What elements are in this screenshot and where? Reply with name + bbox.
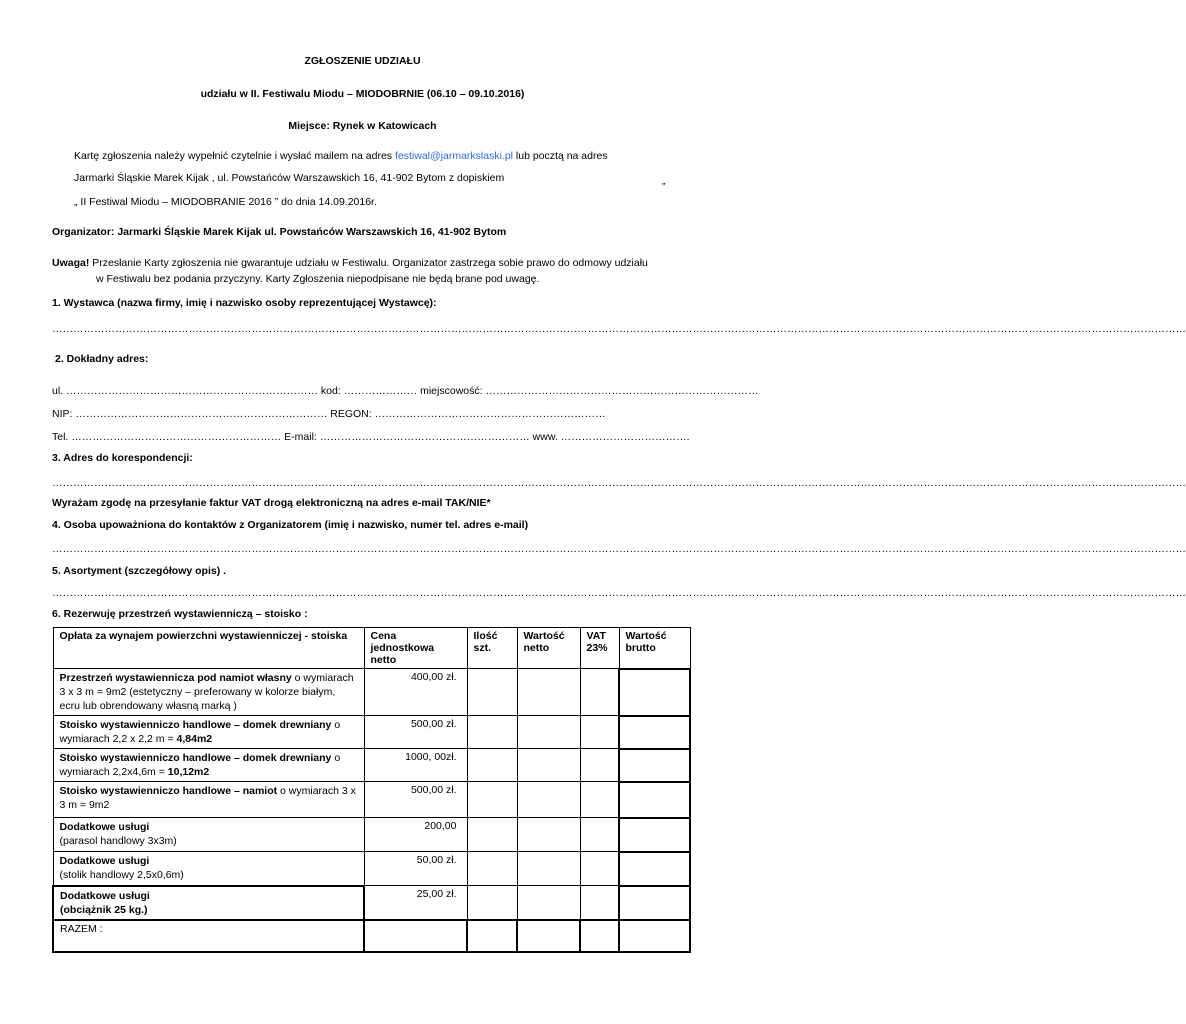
table-row — [53, 749, 690, 782]
header-fee: Opłata za wynajem powierzchni wystawienniczej - stoiska — [53, 628, 364, 669]
booth-fees-table — [52, 627, 691, 953]
row-unit-price: 25,00 zł. — [364, 886, 467, 920]
row-description: Stoisko wystawienniczo handlowe – namiot o wymiarach 3 x 3 m = 9m2 — [53, 782, 364, 818]
organizer-info: Organizator: Jarmarki Śląskie Marek Kijak ul. Powstańców Warszawskich 16, 41-902 Bytom — [52, 226, 507, 238]
vat-cell[interactable] — [580, 749, 619, 782]
warning-label: Uwaga! — [52, 257, 90, 269]
total-row — [53, 920, 690, 952]
section-1-heading: 1. Wystawca (nazwa firmy, imię i nazwisko osoby reprezentującej Wystawcę): — [52, 297, 437, 309]
quantity-cell[interactable] — [467, 852, 517, 886]
total-vat-cell[interactable] — [580, 920, 619, 952]
event-place: Miejsce: Rynek w Katowicach — [288, 120, 437, 132]
section-5-heading: 5. Asortyment (szczegółowy opis) . — [52, 565, 227, 577]
form-subtitle: udziału w II. Festiwalu Miodu – MIODOBRNIE (06.10 – 09.10.2016) — [200, 88, 525, 100]
address-nip-field[interactable]: NIP: ……………………………………………………………… REGON: ………………………………………………………… — [52, 408, 606, 420]
row-unit-price: 400,00 zł. — [364, 669, 467, 716]
total-label: RAZEM : — [53, 920, 364, 952]
form-title: ZGŁOSZENIE UDZIAŁU — [304, 55, 421, 67]
row-description: Dodatkowe usługi (stolik handlowy 2,5x0,6m) — [53, 852, 364, 886]
row-unit-price: 1000, 00zł. — [364, 749, 467, 782]
vat-cell[interactable] — [580, 818, 619, 852]
vat-cell[interactable] — [580, 886, 619, 920]
row-description: Stoisko wystawienniczo handlowe – domek drewniany o wymiarach 2,2x4,6m = 10,12m2 — [53, 749, 364, 782]
section-4-heading: 4. Osoba upoważniona do kontaktów z Organizatorem (imię i nazwisko, numer tel. adres e-mail) — [52, 519, 529, 531]
net-value-cell[interactable] — [517, 818, 580, 852]
section-6-heading: 6. Rezerwuję przestrzeń wystawienniczą – stoisko : — [52, 608, 308, 620]
gross-value-cell[interactable] — [619, 749, 690, 782]
assortment-field[interactable]: ……………………………………………………………………………………………………………………………………………………………………………………………………………………………………………………………………………………………… — [52, 587, 1186, 599]
row-description: Przestrzeń wystawiennicza pod namiot własny o wymiarach 3 x 3 m = 9m2 (estetyczny – preferowany w kolorze białym, ecru lub obrendowany własną marką ) — [53, 669, 364, 716]
gross-value-cell[interactable] — [619, 886, 690, 920]
intro-quote-mark: „ — [662, 175, 666, 187]
header-vat: VAT 23% — [580, 628, 619, 669]
header-net-value: Wartość netto — [517, 628, 580, 669]
total-quantity-cell[interactable] — [467, 920, 517, 952]
gross-value-cell[interactable] — [619, 669, 690, 716]
email-link[interactable]: festiwal@jarmarkslaski.pl — [394, 150, 514, 162]
header-gross-value: Wartość brutto — [619, 628, 690, 669]
warning-line-2: w Festiwalu bez podania przyczyny. Karty Zgłoszenia niepodpisane nie będą brane pod uwagę. — [96, 273, 540, 285]
row-unit-price: 500,00 zł. — [364, 716, 467, 749]
address-street-field[interactable]: ul. ……………………………………………………………… kod: ………………… miejscowość: …………………………………………………………………… — [52, 385, 759, 397]
quantity-cell[interactable] — [467, 716, 517, 749]
vat-cell[interactable] — [580, 669, 619, 716]
vat-cell[interactable] — [580, 852, 619, 886]
quantity-cell[interactable] — [467, 669, 517, 716]
contact-person-field[interactable]: ……………………………………………………………………………………………………………………………………………………………………………………………………………………………………………………………………………………………… — [52, 543, 1186, 555]
quantity-cell[interactable] — [467, 818, 517, 852]
intro-line-2: Jarmarki Śląskie Marek Kijak , ul. Powstańców Warszawskich 16, 41-902 Bytom z dopiskiem — [74, 172, 505, 184]
table-row — [53, 886, 690, 920]
net-value-cell[interactable] — [517, 669, 580, 716]
net-value-cell[interactable] — [517, 782, 580, 818]
gross-value-cell[interactable] — [619, 716, 690, 749]
section-2-heading: 2. Dokładny adres: — [55, 353, 149, 365]
table-row — [53, 669, 690, 716]
table-row — [53, 716, 690, 749]
row-unit-price: 500,00 zł. — [364, 782, 467, 818]
quantity-cell[interactable] — [467, 782, 517, 818]
quantity-cell[interactable] — [467, 886, 517, 920]
row-description: Dodatkowe usługi (obciążnik 25 kg.) — [53, 886, 364, 920]
address-contact-field[interactable]: Tel. …………………………………………………… E-mail: …………………………………………………… www. ………………………………. — [52, 431, 690, 443]
vat-cell[interactable] — [580, 716, 619, 749]
row-unit-price: 200,00 — [364, 818, 467, 852]
net-value-cell[interactable] — [517, 716, 580, 749]
header-unit-price: Cena jednostkowa netto — [364, 628, 467, 669]
net-value-cell[interactable] — [517, 852, 580, 886]
gross-value-cell[interactable] — [619, 818, 690, 852]
gross-value-cell[interactable] — [619, 782, 690, 818]
table-header-row — [53, 628, 690, 669]
section-3-heading: 3. Adres do korespondencji: — [52, 452, 193, 464]
vat-consent: Wyrażam zgodę na przesyłanie faktur VAT drogą elektroniczną na adres e-mail TAK/NIE* — [52, 497, 491, 509]
vat-cell[interactable] — [580, 782, 619, 818]
warning-line-1: Uwaga! Przesłanie Karty zgłoszenia nie gwarantuje udziału w Festiwalu. Organizator zastrzega sobie prawo do odmowy udziału — [52, 257, 648, 269]
row-unit-price: 50,00 zł. — [364, 852, 467, 886]
exhibitor-name-field[interactable]: ……………………………………………………………………………………………………………………………………………………………………………………………………………………………………………………………………………………………… — [52, 323, 1186, 335]
total-net-cell[interactable] — [517, 920, 580, 952]
total-unit-price-cell[interactable] — [364, 920, 467, 952]
row-description: Stoisko wystawienniczo handlowe – domek drewniany o wymiarach 2,2 x 2,2 m = 4,84m2 — [53, 716, 364, 749]
intro-line-1: Kartę zgłoszenia należy wypełnić czytelnie i wysłać mailem na adres festiwal@jarmarkslaski.pl lub pocztą na adres — [74, 150, 608, 162]
total-gross-cell[interactable] — [619, 920, 690, 952]
intro-line-3: „ II Festiwal Miodu – MIODOBRANIE 2016 ” do dnia 14.09.2016r. — [74, 196, 377, 208]
table-row — [53, 782, 690, 818]
table-row — [53, 818, 690, 852]
net-value-cell[interactable] — [517, 749, 580, 782]
correspondence-address-field[interactable]: ……………………………………………………………………………………………………………………………………………………………………………………………………………………………………………………………………………………………… — [52, 477, 1186, 489]
gross-value-cell[interactable] — [619, 852, 690, 886]
row-description: Dodatkowe usługi (parasol handlowy 3x3m) — [53, 818, 364, 852]
header-quantity: Ilość szt. — [467, 628, 517, 669]
net-value-cell[interactable] — [517, 886, 580, 920]
quantity-cell[interactable] — [467, 749, 517, 782]
table-row — [53, 852, 690, 886]
